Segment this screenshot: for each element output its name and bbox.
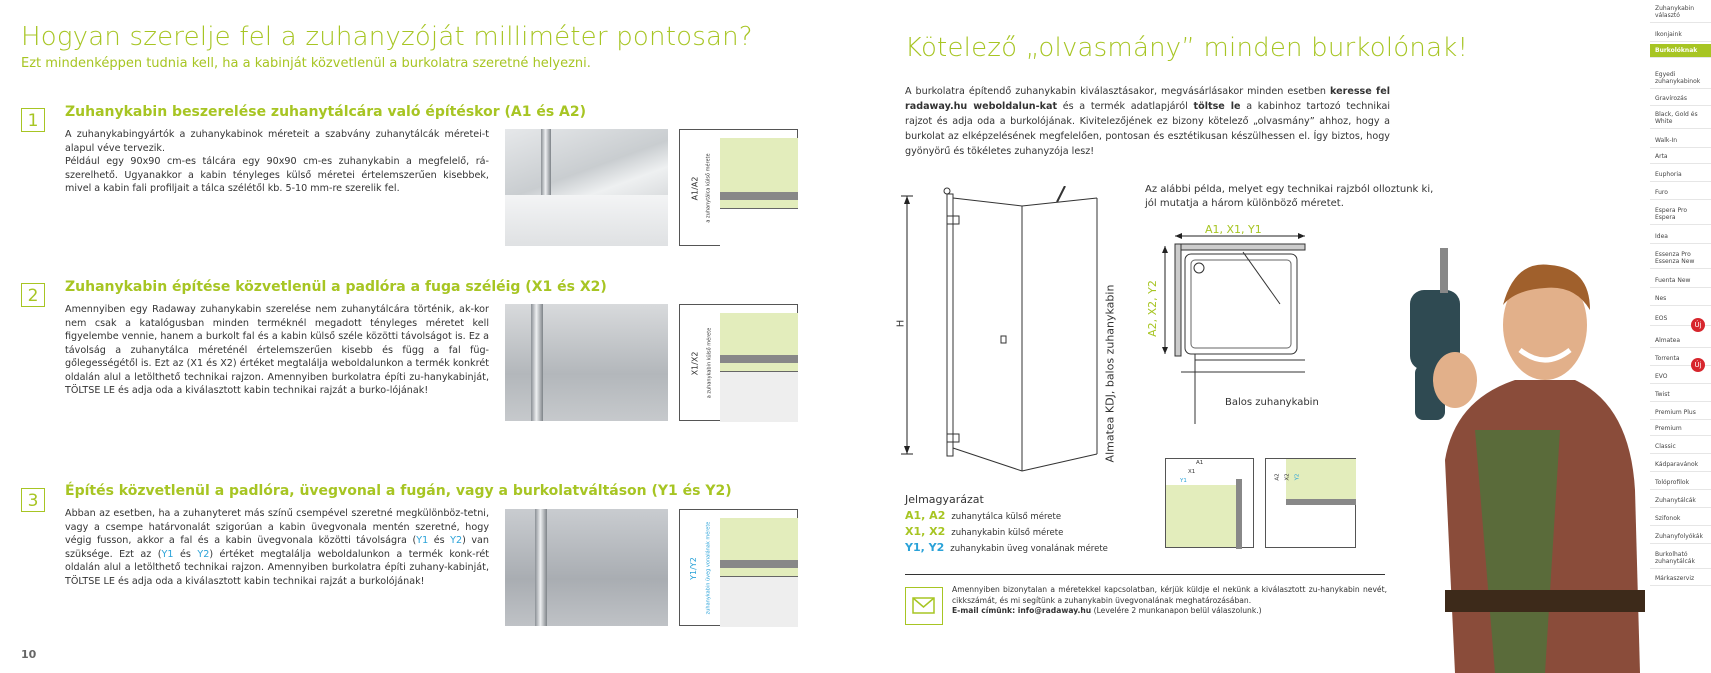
step-2-heading: Zuhanykabin építése közvetlenül a padlóra a fuga széléig (X1 és X2): [65, 279, 607, 295]
left-page-number: 10: [21, 648, 37, 661]
sidebar-item-0[interactable]: Zuhanykabin választó: [1650, 2, 1711, 23]
sidebar-item-11[interactable]: Idea: [1650, 230, 1711, 244]
detail-label-y1: Y1: [1180, 478, 1187, 484]
sidebar-item-16[interactable]: Almatea: [1650, 334, 1711, 348]
sidebar-item-2[interactable]: Burkolóknak: [1650, 44, 1711, 58]
legend-title: Jelmagyarázat: [905, 493, 984, 506]
legend-row-y: Y1, Y2 zuhanykabin üveg vonalának mérete: [905, 541, 1108, 554]
sidebar-item-26[interactable]: Szifonok: [1650, 512, 1711, 526]
step-1-number: 1: [21, 108, 45, 132]
step-2-body: Amennyiben egy Radaway zuhanykabin szerelése nem zuhanytálcára történik, ak-kor nem csak a katalógusban minden terméknél megadott tényleges méretet kell figyelembe vennie, hanem a burkolt fal és a kabin külső széle közötti távolságot is. Ez a távolság a zuhanytálca méreténél értelemszerűen kisebb és függ a fal füg-gőlegességétől is. Ezt az (X1 és X2) értéket megtalálja weboldalunkon a termék konkrét oldalán alul a letölthető technikai rajzon. Amennyiben burkolatra építi zu-hanykabinját, TÖLTSE LE és adja oda a kiválasztott kabin technikai rajzát a burko-lójának!: [65, 304, 489, 396]
detail-label-x2: X2: [1284, 473, 1291, 481]
detail-label-x1: X1: [1188, 469, 1196, 475]
step-3-photo: [505, 509, 668, 626]
sidebar-item-12[interactable]: Essenza Pro Essenza New: [1650, 248, 1711, 269]
sidebar-item-14[interactable]: Nes: [1650, 292, 1711, 306]
left-page-subtitle: Ezt mindenképpen tudnia kell, ha a kabinját közvetlenül a burkolatra szeretné helyezni.: [21, 56, 591, 71]
sidebar-item-1[interactable]: Ikonjaink: [1650, 28, 1711, 42]
new-badge: Új: [1691, 318, 1705, 332]
cabin-height-label: H: [895, 319, 907, 328]
sidebar-item-7[interactable]: Arta: [1650, 150, 1711, 164]
detail-diagram-vertical: [1265, 458, 1356, 548]
step-2-number: 2: [21, 283, 45, 307]
sidebar-item-20[interactable]: Premium Plus: [1650, 406, 1711, 420]
sidebar-item-24[interactable]: Tolóprofilok: [1650, 476, 1711, 490]
contact-email[interactable]: E-mail címünk: info@radaway.hu: [952, 606, 1092, 615]
step-2-diagram-label: X1/X2: [690, 351, 700, 375]
step-3-number: 3: [21, 488, 45, 512]
detail-label-a1: A1: [1196, 460, 1204, 466]
detail-label-a2: A2: [1274, 473, 1281, 481]
legend-row-a: A1, A2 zuhanytálca külső mérete: [905, 509, 1062, 522]
sidebar-item-22[interactable]: Classic: [1650, 440, 1711, 454]
mail-icon: [905, 587, 943, 625]
step-1-diagram: [679, 129, 798, 246]
step-3-diagram-label: Y1/Y2: [688, 556, 698, 580]
right-page-title: Kötelező „olvasmány” minden burkolónak!: [905, 33, 1469, 63]
sidebar-item-3[interactable]: Egyedi zuhanykabinok: [1650, 68, 1711, 89]
detail-label-y2: Y2: [1294, 473, 1301, 481]
step-3-heading: Építés közvetlenül a padlóra, üvegvonal a fugán, vagy a burkolatváltáson (Y1 és Y2): [65, 483, 732, 499]
step-1-diagram-sublabel: a zuhanytálca külső mérete: [706, 153, 712, 223]
sidebar-item-5[interactable]: Black, Gold és White: [1650, 108, 1711, 129]
left-page-title: Hogyan szerelje fel a zuhanyzóját milliméter pontosan?: [21, 22, 753, 52]
sidebar-item-25[interactable]: Zuhanytálcák: [1650, 494, 1711, 508]
sidebar-item-4[interactable]: Gravírozás: [1650, 92, 1711, 106]
legend-row-x: X1, X2 zuhanykabin külső mérete: [905, 525, 1064, 538]
step-1-photo: [505, 129, 668, 246]
worker-illustration: [1385, 230, 1650, 673]
plan-caption: Balos zuhanykabin: [1225, 397, 1319, 408]
new-badge: Új: [1691, 358, 1705, 372]
detail-diagram-horizontal: [1165, 458, 1254, 548]
plan-top-label: A1, X1, Y1: [1205, 223, 1262, 236]
step-1-diagram-label: A1/A2: [690, 176, 700, 200]
step-3-diagram-sublabel: zuhanykabin üveg vonalának mérete: [705, 521, 711, 615]
sidebar-item-6[interactable]: Walk-In: [1650, 134, 1711, 148]
sidebar-item-9[interactable]: Furo: [1650, 186, 1711, 200]
sidebar-item-28[interactable]: Burkolható zuhanytálcák: [1650, 548, 1711, 569]
step-2-diagram: [679, 304, 798, 421]
sidebar-item-17[interactable]: Torrenta Új: [1650, 352, 1711, 366]
sidebar-item-21[interactable]: Premium: [1650, 422, 1711, 436]
contact-text: Amennyiben bizonytalan a méretekkel kapcsolatban, kérjük küldje el nekünk a kiválasztott zu-hanykabin nevét, cikkszámát, és mi segítünk a zuhanykabin üvegvonalának meghatározásában. E-mail címünk: info@radaway.hu (Levelére 2 munkanapon belül válaszolunk.): [952, 585, 1387, 615]
sidebar-item-19[interactable]: Twist: [1650, 388, 1711, 402]
step-1-body: A zuhanykabingyártók a zuhanykabinok méreteit a szabvány zuhanytálcák méretei-t alapul véve tervezik. Például egy 90x90 cm-es tálcára egy 90x90 cm-es zuhanykabin a megfelelő, rá-szerelhető. Ugyanakkor a kabin tényleges külső méretei értelemszerűen kisebbek, mivel a kabin fali profiljait a tálca szélétől kb. 5-10 mm-re szerelik fel.: [65, 129, 489, 194]
step-2-diagram-sublabel: a zuhanykabin külső mérete: [706, 327, 712, 399]
example-note: Az alábbi példa, melyet egy technikai rajzból olloztunk ki, jól mutatja a három különböző méretet.: [1145, 184, 1434, 209]
step-3-body: Abban az esetben, ha a zuhanyteret más színű csempével szeretné megkülönböz-tetni, vagy a csempe határvonalát szigorúan a kabin üvegvonala mentén szeretné, hogy végig fusson, akkor a fal és a kabin üvegvonala közötti távolságra (Y1 és Y2) van szüksége. Ezt az (Y1 és Y2) értéket megtalálja weboldalunkon a termék konk-rét oldalán alul a letölthető technikai rajzon. Amennyiben burkolatra építi zuhany-kabinját, TÖLTSE LE és adja oda a kiválasztott kabin technikai rajzát a burkolójának!: [65, 508, 490, 587]
sidebar-item-15[interactable]: EOS Új: [1650, 312, 1711, 326]
step-1-heading: Zuhanykabin beszerelése zuhanytálcára való építéskor (A1 és A2): [65, 104, 587, 120]
sidebar-item-8[interactable]: Euphoria: [1650, 168, 1711, 182]
sidebar-item-13[interactable]: Fuenta New: [1650, 274, 1711, 288]
right-page-intro: A burkolatra építendő zuhanykabin kiválasztásakor, megvásárlásakor minden esetben keresse fel radaway.hu weboldalun-kat és a termék adatlapjáról töltse le a kabinhoz tartozó technikai rajzot és adja oda a burkolójának. Kivitelezőjének ez bizony kötelező „olvasmány” ahhoz, hogy a burkolat az elképzelésének megfelelően, pontosan és esztétikusan készülhessen el. Így biztos, hogy gyönyörű és tökéletes zuhanyzója lesz!: [905, 86, 1391, 157]
sidebar-item-23[interactable]: Kádparavánok: [1650, 458, 1711, 472]
sidebar-item-29[interactable]: Márkaszerviz: [1650, 572, 1711, 586]
sidebar-item-10[interactable]: Espera Pro Espera: [1650, 204, 1711, 225]
sidebar-item-27[interactable]: Zuhanyfolyókák: [1650, 530, 1711, 544]
plan-side-label: A2, X2, Y2: [1145, 279, 1159, 337]
cabin-vertical-label: Almatea KDJ, balos zuhanykabin: [1103, 284, 1117, 462]
sidebar-nav: [1650, 0, 1711, 673]
cabin-elevation-drawing: [897, 186, 1117, 476]
sidebar-item-18[interactable]: EVO: [1650, 370, 1711, 384]
step-3-diagram: [679, 509, 798, 626]
step-2-photo: [505, 304, 668, 421]
